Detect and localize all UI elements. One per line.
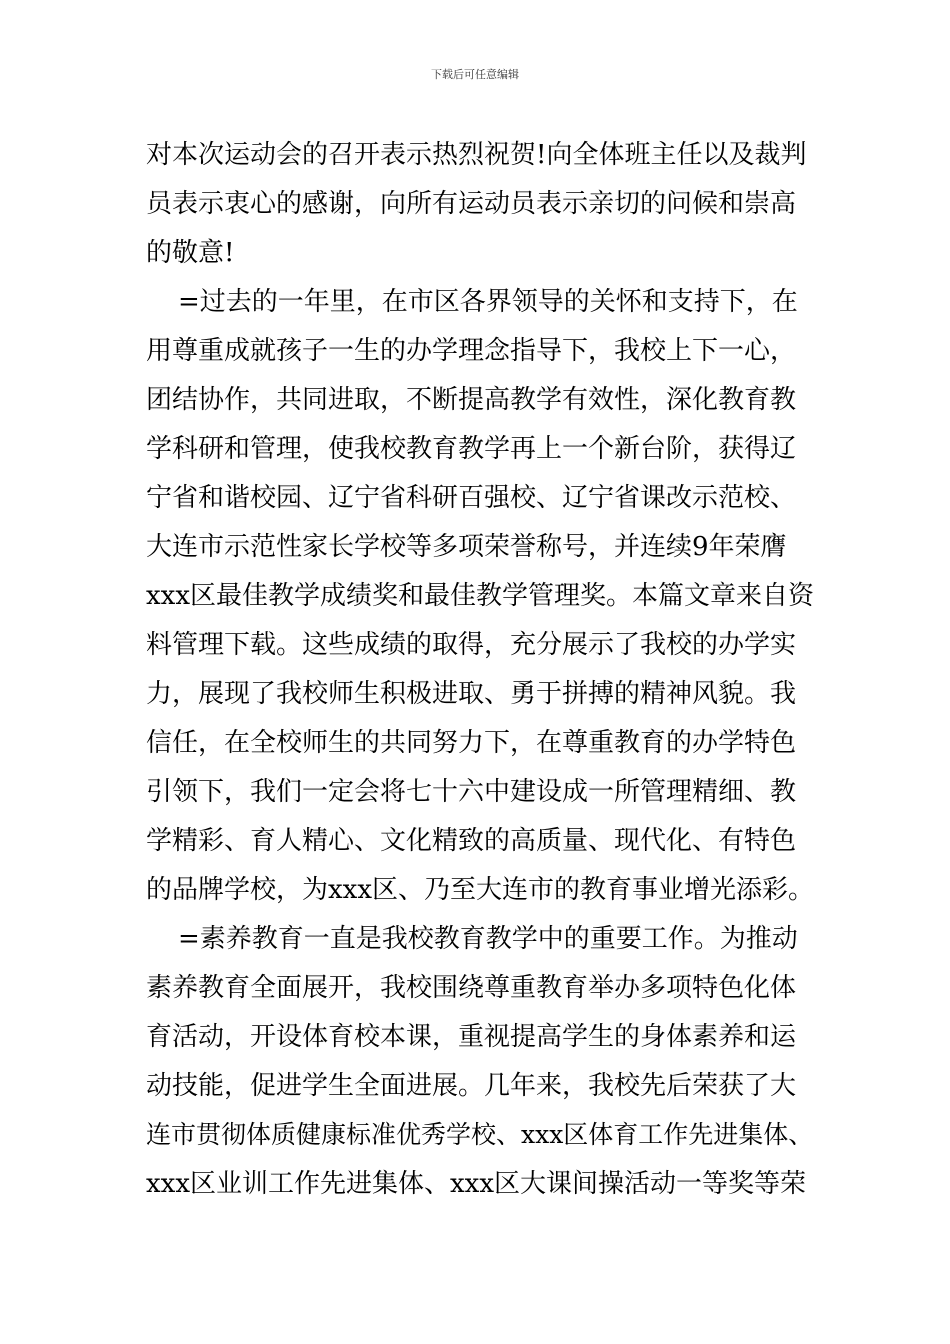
text-line: 的敬意! [146,238,235,268]
text-line: 用尊重成就孩子一生的办学理念指导下，我校上下一心， [146,336,797,366]
text-line: 素养教育全面展开，我校围绕尊重教育举办多项特色化体 [146,973,797,1003]
text-line: 的品牌学校，为xxx区、乃至大连市的教育事业增光添彩。 [146,875,814,905]
text-line: 大连市示范性家长学校等多项荣誉称号，并连续9年荣膺 [146,532,787,562]
page-header: 下载后可任意编辑 [431,68,519,81]
text-line: 员表示衷心的感谢，向所有运动员表示亲切的问候和崇高 [146,189,797,219]
text-line: 学科研和管理，使我校教育教学再上一个新台阶，获得辽 [146,434,797,464]
text-line: 对本次运动会的召开表示热烈祝贺!向全体班主任以及裁判 [146,140,807,170]
text-line: 信任，在全校师生的共同努力下，在尊重教育的办学特色 [146,728,797,758]
text-line: 力，展现了我校师生积极进取、勇于拼搏的精神风貌。我 [146,679,797,709]
text-line: 引领下，我们一定会将七十六中建设成一所管理精细、教 [146,777,797,807]
text-line: 动技能，促进学生全面进展。几年来，我校先后荣获了大 [146,1071,797,1101]
text-line: =素养教育一直是我校教育教学中的重要工作。为推动 [178,924,798,954]
text-line: 料管理下载。这些成绩的取得，充分展示了我校的办学实 [146,630,797,660]
text-line: 育活动，开设体育校本课，重视提高学生的身体素养和运 [146,1022,797,1052]
text-line: 团结协作，共同进取，不断提高教学有效性，深化教育教 [146,385,797,415]
text-line: 学精彩、育人精心、文化精致的高质量、现代化、有特色 [146,826,797,856]
text-line: 宁省和谐校园、辽宁省科研百强校、辽宁省课改示范校、 [146,483,797,513]
text-line: =过去的一年里，在市区各界领导的关怀和支持下，在 [178,287,798,317]
text-line: 连市贯彻体质健康标准优秀学校、xxx区体育工作先进集体、 [146,1120,814,1149]
text-line: xxx区业训工作先进集体、xxx区大课间操活动一等奖等荣 [146,1169,806,1199]
text-line: xxx区最佳教学成绩奖和最佳教学管理奖。本篇文章来自资 [146,581,814,611]
